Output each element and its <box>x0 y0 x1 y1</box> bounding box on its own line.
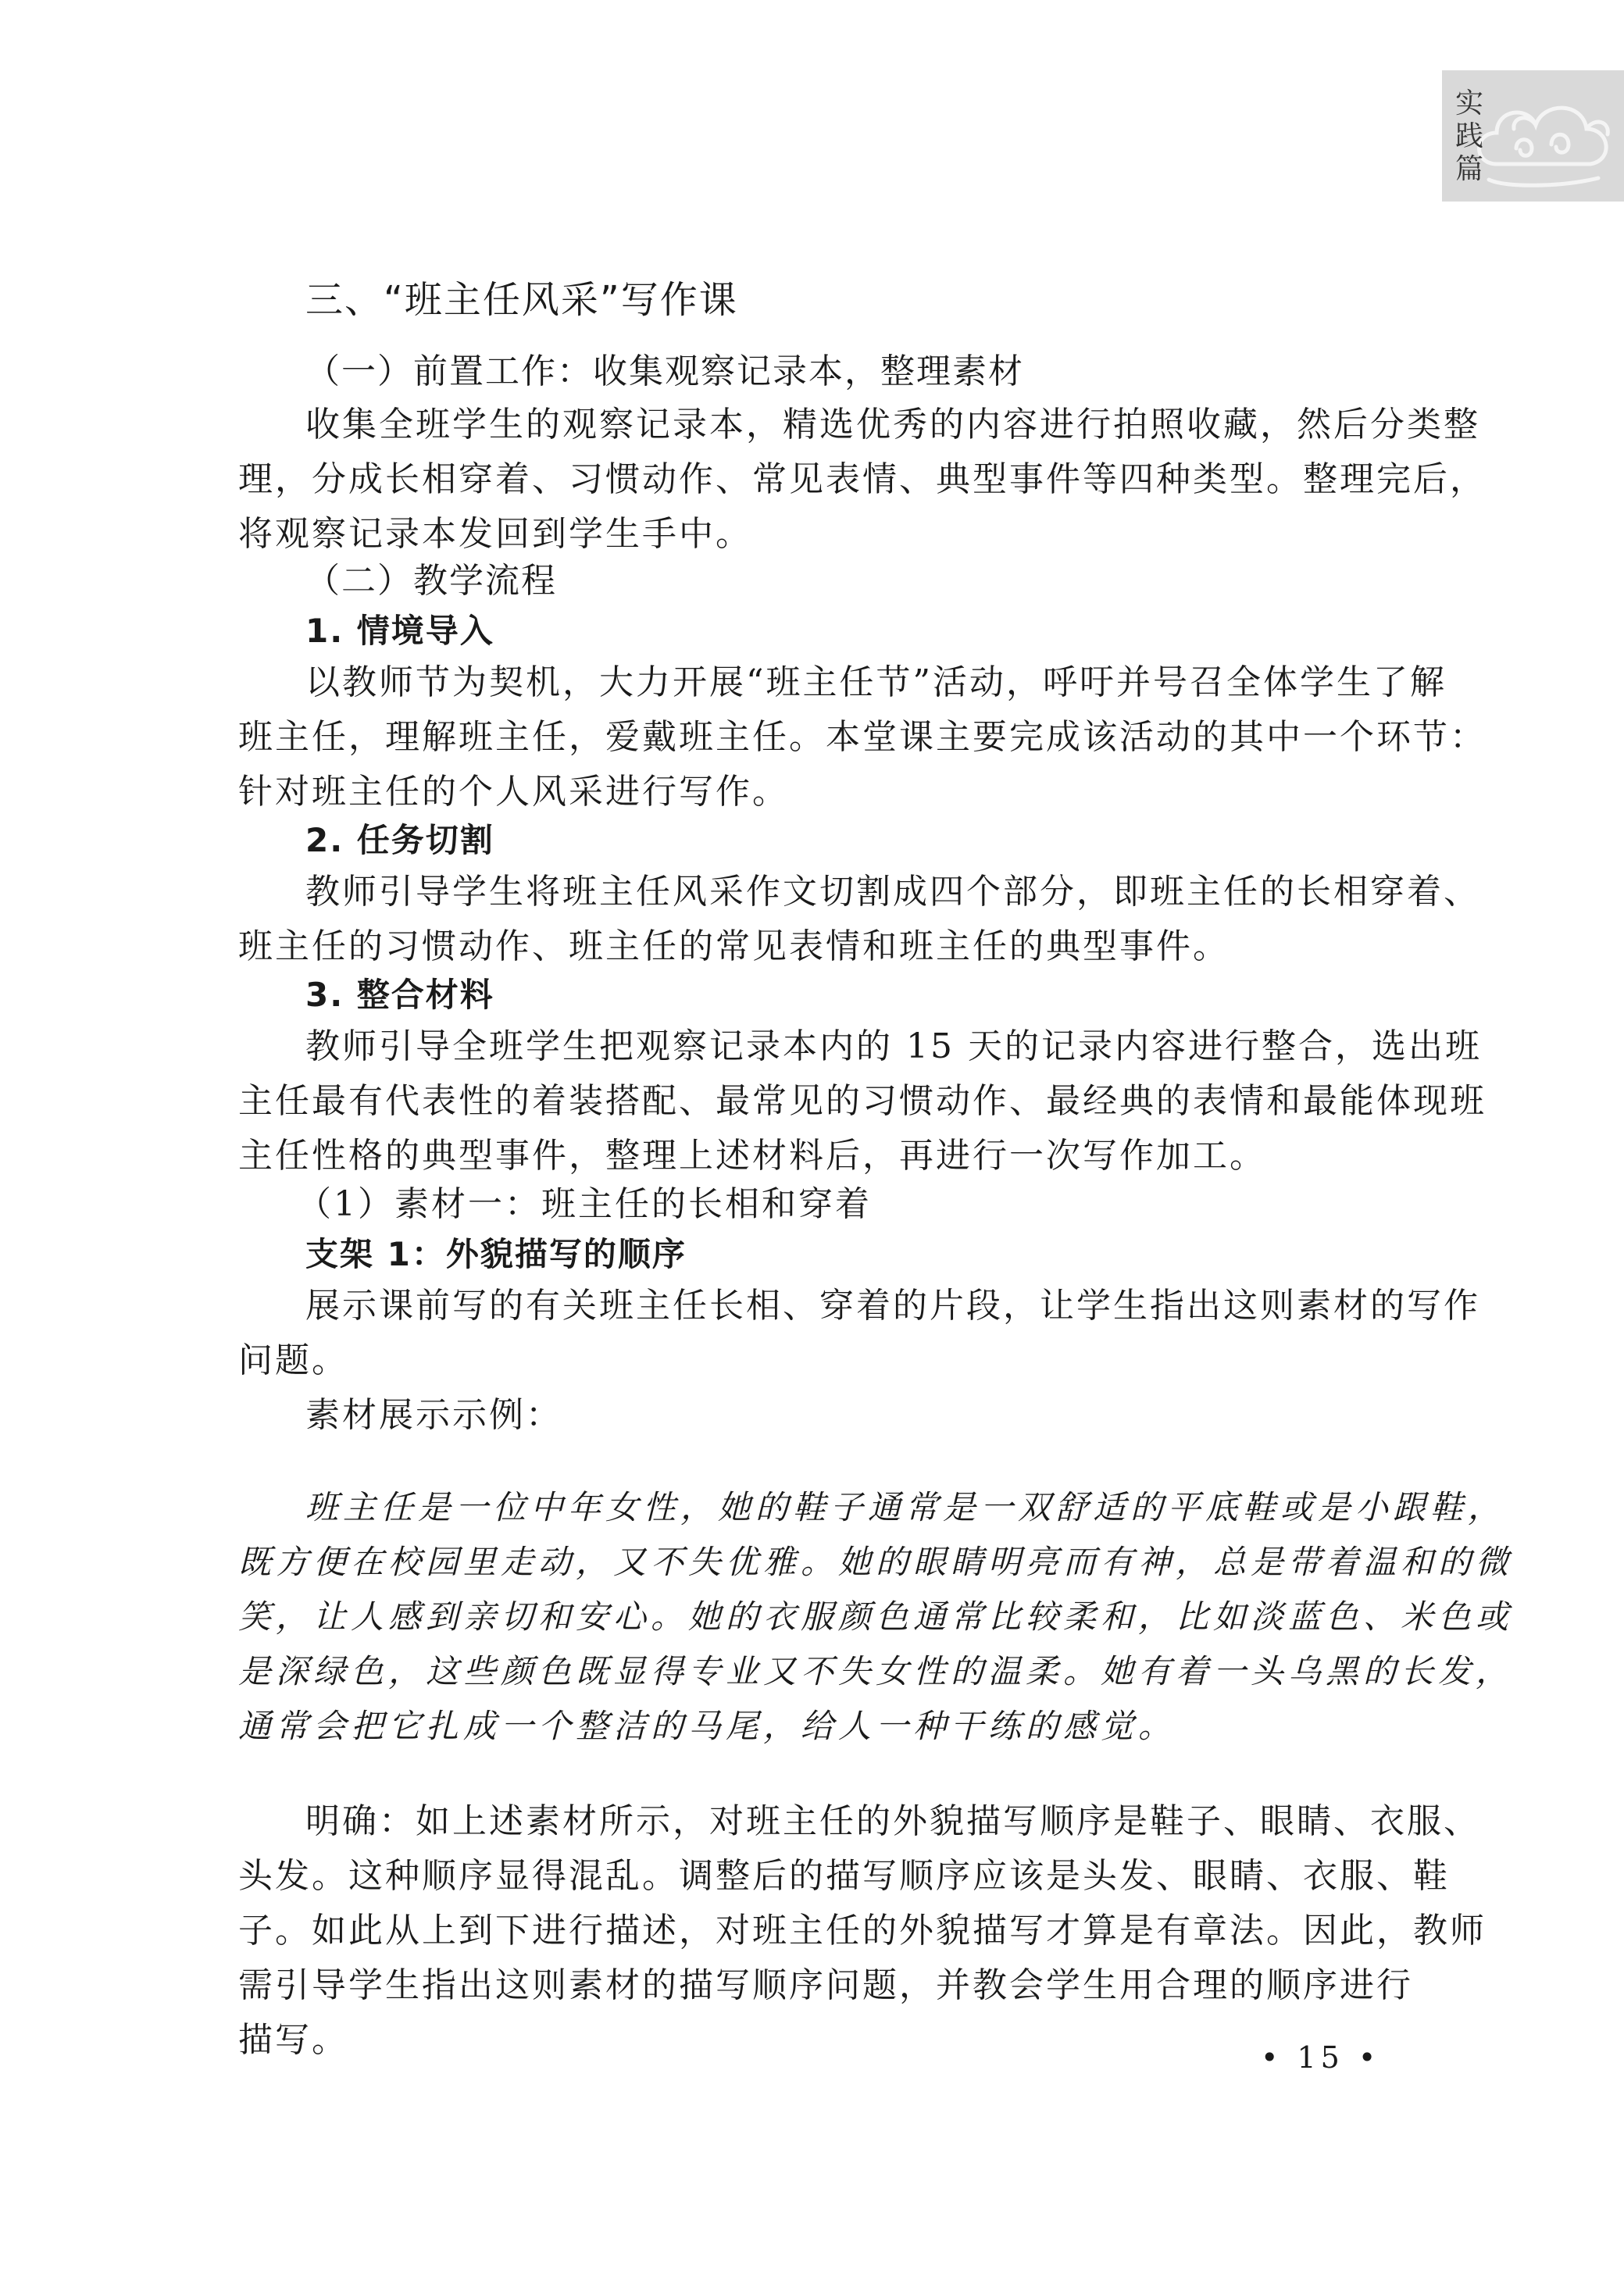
paragraph-line: 主任最有代表性的着装搭配、最常见的习惯动作、最经典的表情和最能体现班 <box>238 1081 1487 1121</box>
subsection-heading-prep: （一）前置工作：收集观察记录本，整理素材 <box>305 352 1024 391</box>
paragraph-line: 收集全班学生的观察记录本，精选优秀的内容进行拍照收藏，然后分类整 <box>305 405 1480 444</box>
section-title: 三、“班主任风采”写作课 <box>305 278 738 322</box>
scaffold-heading: 支架 1：外貌描写的顺序 <box>305 1235 687 1273</box>
sample-text-line: 通常会把它扎成一个整洁的马尾，给人一种干练的感觉。 <box>238 1707 1176 1745</box>
step-heading-integrate: 3. 整合材料 <box>305 976 494 1014</box>
paragraph-line: 明确：如上述素材所示，对班主任的外貌描写顺序是鞋子、眼睛、衣服、 <box>305 1801 1480 1841</box>
paragraph-line: 需引导学生指出这则素材的描写顺序问题，并教会学生用合理的顺序进行 <box>238 1965 1413 2005</box>
sample-text-line: 笑，让人感到亲切和安心。她的衣服颜色通常比较柔和，比如淡蓝色、米色或 <box>238 1597 1514 1636</box>
paragraph-line: 头发。这种顺序显得混乱。调整后的描写顺序应该是头发、眼睛、衣服、鞋 <box>238 1856 1450 1896</box>
paragraph-line: 子。如此从上到下进行描述，对班主任的外貌描写才算是有章法。因此，教师 <box>238 1911 1487 1951</box>
sample-text-line: 既方便在校园里走动，又不失优雅。她的眼睛明亮而有神，总是带着温和的微 <box>238 1543 1514 1581</box>
paragraph-line: 将观察记录本发回到学生手中。 <box>238 514 752 554</box>
sample-intro: 素材展示示例： <box>305 1395 562 1435</box>
paragraph-line: 班主任，理解班主任，爱戴班主任。本堂课主要完成该活动的其中一个环节： <box>238 717 1487 757</box>
paragraph-line: 问题。 <box>238 1340 348 1380</box>
paragraph-line: 教师引导全班学生把观察记录本内的 15 天的记录内容进行整合，选出班 <box>305 1026 1482 1066</box>
sample-text-line: 班主任是一位中年女性，她的鞋子通常是一双舒适的平底鞋或是小跟鞋， <box>305 1488 1506 1526</box>
material-item-heading: （1）素材一：班主任的长相和穿着 <box>297 1184 872 1224</box>
chapter-tab-label: 实践篇 <box>1454 87 1483 185</box>
paragraph-line: 描写。 <box>238 2020 348 2060</box>
paragraph-line: 教师引导学生将班主任风采作文切割成四个部分，即班主任的长相穿着、 <box>305 872 1480 912</box>
paragraph-line: 班主任的习惯动作、班主任的常见表情和班主任的典型事件。 <box>238 926 1230 966</box>
step-heading-intro: 1. 情境导入 <box>305 612 494 650</box>
paragraph-line: 针对班主任的个人风采进行写作。 <box>238 772 789 812</box>
paragraph-line: 主任性格的典型事件，整理上述材料后，再进行一次写作加工。 <box>238 1136 1266 1176</box>
paragraph-line: 理，分成长相穿着、习惯动作、常见表情、典型事件等四种类型。整理完后， <box>238 459 1487 499</box>
subsection-heading-process: （二）教学流程 <box>305 561 557 601</box>
paragraph-line: 展示课前写的有关班主任长相、穿着的片段，让学生指出这则素材的写作 <box>305 1286 1480 1326</box>
page-number: • 15 • <box>1261 2040 1381 2075</box>
sample-text-line: 是深绿色，这些颜色既显得专业又不失女性的温柔。她有着一头乌黑的长发， <box>238 1652 1514 1690</box>
step-heading-split: 2. 任务切割 <box>305 821 494 859</box>
paragraph-line: 以教师节为契机，大力开展“班主任节”活动，呼吁并号召全体学生了解 <box>305 662 1447 702</box>
